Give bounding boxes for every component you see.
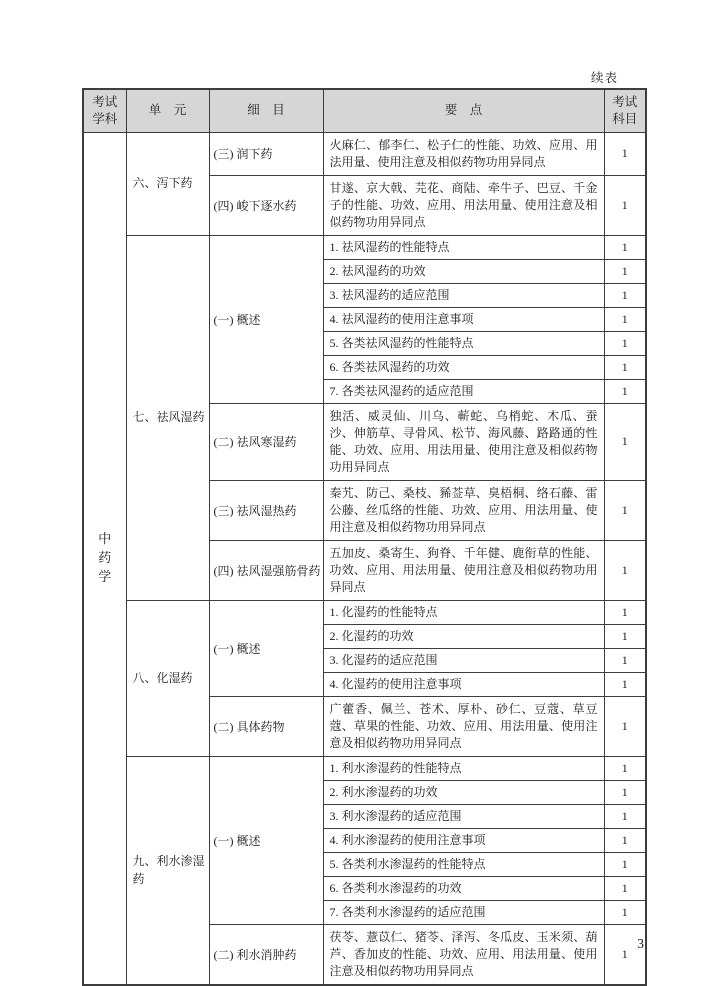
- unit-cell: 七、祛风湿药: [126, 235, 209, 600]
- score-cell: 1: [604, 648, 646, 672]
- detail-cell: (四) 祛风湿强筋骨药: [209, 540, 323, 600]
- header-unit: 单 元: [126, 89, 209, 132]
- score-cell: 1: [604, 403, 646, 480]
- point-cell: 1. 祛风湿药的性能特点: [323, 235, 604, 259]
- score-cell: 1: [604, 924, 646, 985]
- score-cell: 1: [604, 379, 646, 403]
- point-cell: 2. 祛风湿药的功效: [323, 259, 604, 283]
- point-cell: 火麻仁、郁李仁、松子仁的性能、功效、应用、用法用量、使用注意及相似药物功用异同点: [323, 132, 604, 175]
- exam-syllabus-table: [82, 88, 647, 986]
- point-cell: 五加皮、桑寄生、狗脊、千年健、鹿衔草的性能、功效、应用、用法用量、使用注意及相似药物功用异同点: [323, 540, 604, 600]
- point-cell: 6. 各类利水渗湿药的功效: [323, 876, 604, 900]
- continued-table-label: 续表: [590, 71, 618, 85]
- detail-cell: (二) 利水消肿药: [209, 924, 323, 985]
- point-cell: 6. 各类祛风湿药的功效: [323, 355, 604, 379]
- header-exam-subject: 考试科目: [604, 89, 646, 132]
- score-cell: 1: [604, 331, 646, 355]
- detail-cell: (三) 润下药: [209, 132, 323, 175]
- point-cell: 4. 利水渗湿药的使用注意事项: [323, 828, 604, 852]
- table-header-row: [83, 89, 646, 132]
- score-cell: 1: [604, 756, 646, 780]
- point-cell: 茯苓、薏苡仁、猪苓、泽泻、冬瓜皮、玉米须、葫芦、香加皮的性能、功效、应用、用法用量、使用注意及相似药物功用异同点: [323, 924, 604, 985]
- point-cell: 广藿香、佩兰、苍术、厚朴、砂仁、豆蔻、草豆蔻、草果的性能、功效、应用、用法用量、使用注意及相似药物功用异同点: [323, 696, 604, 756]
- page-number: 3: [637, 936, 644, 951]
- point-cell: 1. 利水渗湿药的性能特点: [323, 756, 604, 780]
- point-cell: 2. 化湿药的功效: [323, 624, 604, 648]
- score-cell: 1: [604, 540, 646, 600]
- score-cell: 1: [604, 600, 646, 624]
- score-cell: 1: [604, 696, 646, 756]
- score-cell: 1: [604, 175, 646, 235]
- table-row: [83, 132, 646, 175]
- score-cell: 1: [604, 355, 646, 379]
- point-cell: 5. 各类祛风湿药的性能特点: [323, 331, 604, 355]
- header-points: 要 点: [323, 89, 604, 132]
- subject-cell: [83, 132, 126, 985]
- unit-cell: 九、利水渗湿药: [126, 756, 209, 985]
- table-row: [83, 235, 646, 259]
- score-cell: 1: [604, 283, 646, 307]
- score-cell: 1: [604, 132, 646, 175]
- score-cell: 1: [604, 900, 646, 924]
- point-cell: 3. 祛风湿药的适应范围: [323, 283, 604, 307]
- score-cell: 1: [604, 480, 646, 540]
- point-cell: 3. 利水渗湿药的适应范围: [323, 804, 604, 828]
- point-cell: 秦艽、防己、桑枝、豨莶草、臭梧桐、络石藤、雷公藤、丝瓜络的性能、功效、应用、用法用量、使用注意及相似药物功用异同点: [323, 480, 604, 540]
- table-row: [83, 600, 646, 624]
- unit-cell: 八、化湿药: [126, 600, 209, 756]
- score-cell: 1: [604, 624, 646, 648]
- detail-cell: (三) 祛风湿热药: [209, 480, 323, 540]
- score-cell: 1: [604, 852, 646, 876]
- point-cell: 4. 化湿药的使用注意事项: [323, 672, 604, 696]
- header-exam-discipline: 考试学科: [83, 89, 126, 132]
- point-cell: 独活、威灵仙、川乌、蕲蛇、乌梢蛇、木瓜、蚕沙、伸筋草、寻骨风、松节、海风藤、路路通的性能、功效、应用、用法用量、使用注意及相似药物功用异同点: [323, 403, 604, 480]
- score-cell: 1: [604, 235, 646, 259]
- point-cell: 5. 各类利水渗湿药的性能特点: [323, 852, 604, 876]
- table-row: [83, 756, 646, 780]
- point-cell: 1. 化湿药的性能特点: [323, 600, 604, 624]
- score-cell: 1: [604, 672, 646, 696]
- detail-cell: (一) 概述: [209, 235, 323, 403]
- point-cell: 7. 各类祛风湿药的适应范围: [323, 379, 604, 403]
- point-cell: 甘遂、京大戟、芫花、商陆、牵牛子、巴豆、千金子的性能、功效、应用、用法用量、使用注意及相似药物功用异同点: [323, 175, 604, 235]
- score-cell: 1: [604, 828, 646, 852]
- point-cell: 3. 化湿药的适应范围: [323, 648, 604, 672]
- detail-cell: (四) 峻下逐水药: [209, 175, 323, 235]
- score-cell: 1: [604, 780, 646, 804]
- point-cell: 7. 各类利水渗湿药的适应范围: [323, 900, 604, 924]
- detail-cell: (二) 具体药物: [209, 696, 323, 756]
- header-detail: 细 目: [209, 89, 323, 132]
- unit-cell: 六、泻下药: [126, 132, 209, 235]
- score-cell: 1: [604, 259, 646, 283]
- point-cell: 2. 利水渗湿药的功效: [323, 780, 604, 804]
- detail-cell: (一) 概述: [209, 600, 323, 696]
- subject-label: 中药学: [98, 530, 112, 584]
- score-cell: 1: [604, 804, 646, 828]
- detail-cell: (一) 概述: [209, 756, 323, 924]
- point-cell: 4. 祛风湿药的使用注意事项: [323, 307, 604, 331]
- score-cell: 1: [604, 876, 646, 900]
- detail-cell: (二) 祛风寒湿药: [209, 403, 323, 480]
- score-cell: 1: [604, 307, 646, 331]
